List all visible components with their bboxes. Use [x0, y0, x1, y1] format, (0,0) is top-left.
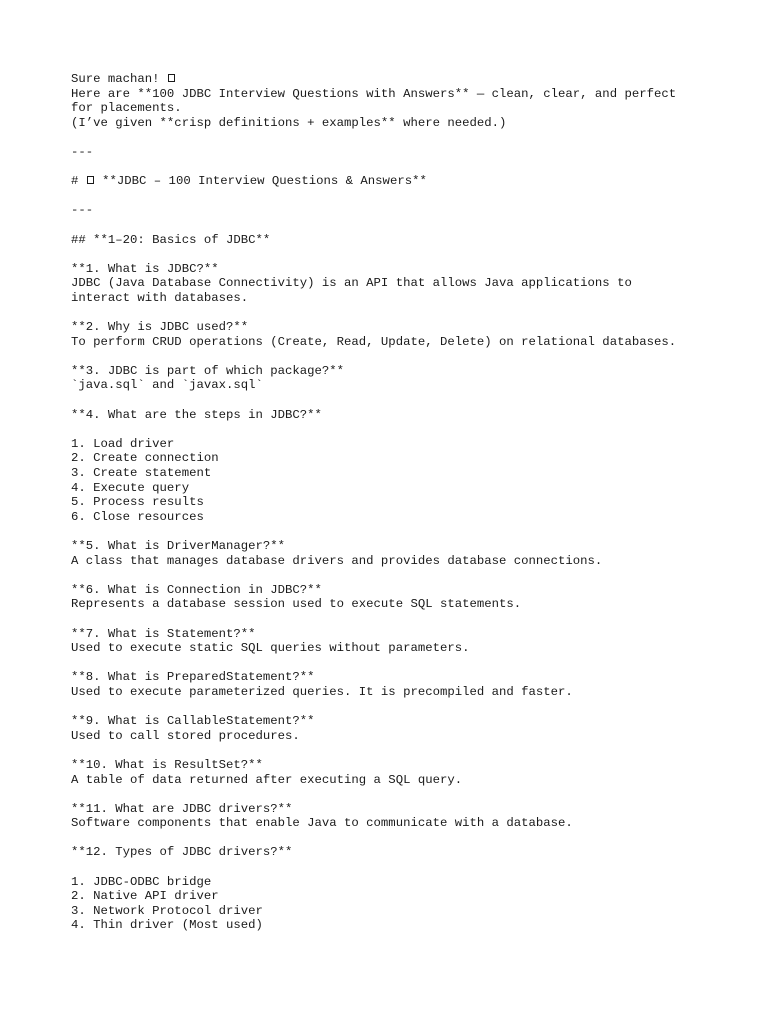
text-line	[71, 364, 711, 379]
blank-line	[71, 743, 711, 758]
blank-line	[71, 218, 711, 233]
text-line	[71, 889, 711, 904]
text-line	[71, 262, 711, 277]
line-text: interact with databases.	[71, 290, 249, 305]
line-text: 4. Execute query	[71, 480, 190, 495]
line-text: #	[71, 174, 86, 189]
text-line	[71, 583, 711, 598]
blank-line	[71, 787, 711, 802]
line-text: **7. What is Statement?**	[71, 626, 256, 641]
line-text: **10. What is ResultSet?**	[71, 757, 263, 772]
text-line	[71, 408, 711, 423]
line-text: Used to execute static SQL queries without parameters.	[71, 641, 470, 656]
line-text: **6. What is Connection in JDBC?**	[71, 582, 322, 597]
document-body	[71, 72, 711, 933]
line-text: **1. What is JDBC?**	[71, 261, 219, 276]
line-text: A table of data returned after executing a SQL query.	[71, 772, 463, 787]
text-line	[71, 145, 711, 160]
text-line	[71, 685, 711, 700]
line-text-after-icon: **JDBC – 100 Interview Questions & Answers**	[94, 174, 427, 189]
blank-line	[71, 860, 711, 875]
line-text: Software components that enable Java to communicate with a database.	[71, 816, 573, 831]
line-text: ---	[71, 144, 94, 159]
line-text: **5. What is DriverManager?**	[71, 539, 286, 553]
text-line	[71, 451, 711, 466]
blank-line	[71, 831, 711, 846]
text-line	[71, 101, 711, 116]
text-line	[71, 291, 711, 306]
unknown-glyph-icon	[87, 176, 94, 184]
text-line	[71, 87, 711, 102]
text-line	[71, 320, 711, 335]
blank-line	[71, 306, 711, 321]
text-line	[71, 378, 711, 393]
text-line	[71, 918, 711, 933]
line-text: **2. Why is JDBC used?**	[71, 320, 249, 335]
line-text: **12. Types of JDBC drivers?**	[71, 845, 293, 860]
text-line	[71, 554, 711, 569]
text-line	[71, 495, 711, 510]
blank-line	[71, 612, 711, 627]
text-line	[71, 802, 711, 817]
text-line	[71, 670, 711, 685]
line-text: 3. Create statement	[71, 466, 212, 481]
text-line	[71, 233, 711, 248]
text-line	[71, 466, 711, 481]
line-text: (I’ve given **crisp definitions + examples** where needed.)	[71, 115, 507, 130]
line-text: 4. Thin driver (Most used)	[71, 918, 263, 933]
text-line	[71, 116, 711, 131]
line-text: ---	[71, 203, 94, 218]
line-text: 3. Network Protocol driver	[71, 903, 263, 918]
text-line	[71, 627, 711, 642]
blank-line	[71, 422, 711, 437]
blank-line	[71, 247, 711, 262]
blank-line	[71, 524, 711, 539]
text-line	[71, 729, 711, 744]
text-line	[71, 714, 711, 729]
line-text: `java.sql` and `javax.sql`	[71, 378, 263, 393]
line-text: JDBC (Java Database Connectivity) is an API that allows Java applications to	[71, 276, 632, 291]
text-line	[71, 641, 711, 656]
text-line	[71, 773, 711, 788]
text-line	[71, 816, 711, 831]
blank-line	[71, 189, 711, 204]
line-text: 6. Close resources	[71, 509, 204, 524]
line-text: 2. Native API driver	[71, 889, 219, 904]
text-line	[71, 845, 711, 860]
line-text: for placements.	[71, 101, 182, 116]
line-text: **11. What are JDBC drivers?**	[71, 801, 293, 816]
text-line	[71, 875, 711, 890]
blank-line	[71, 130, 711, 145]
text-line	[71, 437, 711, 452]
line-text: **4. What are the steps in JDBC?**	[71, 407, 322, 422]
blank-line	[71, 160, 711, 175]
blank-line	[71, 568, 711, 583]
line-text: Used to execute parameterized queries. It is precompiled and faster.	[71, 684, 573, 699]
text-line	[71, 510, 711, 525]
text-line	[71, 758, 711, 773]
line-text: **8. What is PreparedStatement?**	[71, 670, 315, 685]
text-line	[71, 904, 711, 919]
line-text: Used to call stored procedures.	[71, 728, 300, 743]
line-text: **3. JDBC is part of which package?**	[71, 363, 345, 378]
blank-line	[71, 700, 711, 715]
line-text: Here are **100 JDBC Interview Questions with Answers** — clean, clear, and perfect	[71, 86, 677, 101]
blank-line	[71, 349, 711, 364]
line-text: **9. What is CallableStatement?**	[71, 714, 315, 729]
line-text: 1. JDBC-ODBC bridge	[71, 874, 212, 889]
line-text: Represents a database session used to execute SQL statements.	[71, 597, 522, 612]
text-line	[71, 597, 711, 612]
line-text: 5. Process results	[71, 495, 204, 510]
line-text: A class that manages database drivers and provides database connections.	[71, 553, 603, 568]
line-text: 2. Create connection	[71, 451, 219, 466]
blank-line	[71, 656, 711, 671]
text-line	[71, 481, 711, 496]
text-line	[71, 539, 711, 554]
line-text: Sure machan!	[71, 72, 167, 86]
line-text: To perform CRUD operations (Create, Read, Update, Delete) on relational databases.	[71, 334, 677, 349]
text-line	[71, 335, 711, 350]
blank-line	[71, 393, 711, 408]
unknown-glyph-icon	[168, 74, 175, 82]
text-line	[71, 72, 711, 87]
text-line	[71, 174, 711, 189]
text-line	[71, 276, 711, 291]
line-text: 1. Load driver	[71, 436, 175, 451]
text-line	[71, 203, 711, 218]
line-text: ## **1–20: Basics of JDBC**	[71, 232, 271, 247]
